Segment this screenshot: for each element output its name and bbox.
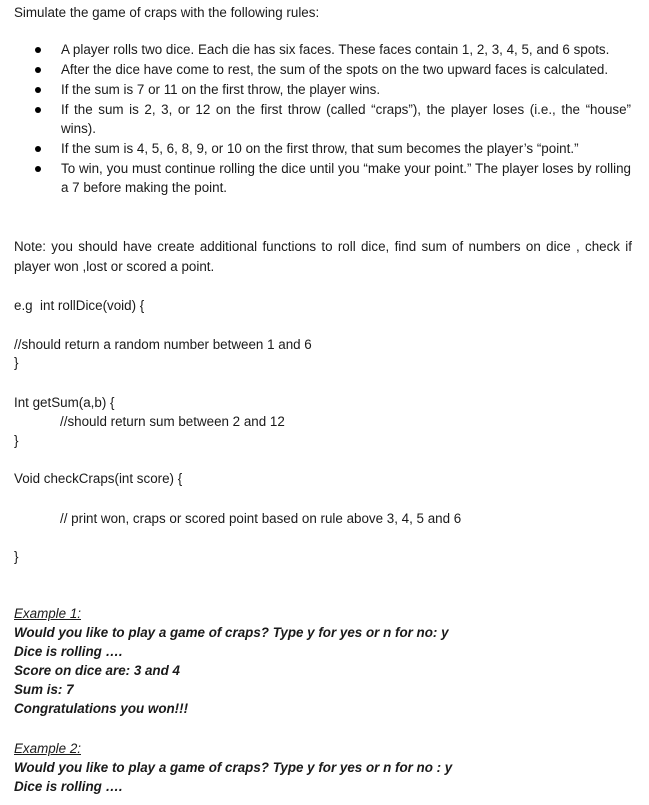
get-sum-comment: //should return sum between 2 and 12 [60,414,285,429]
bullet-icon [35,47,41,53]
rule-item [0,40,649,59]
rule-item [0,80,649,99]
bullet-icon [35,87,41,93]
get-sum-declaration: Int getSum(a,b) { [14,395,115,410]
bullet-icon [35,107,41,113]
example-2-line: Dice is rolling …. [14,779,123,794]
roll-dice-declaration: e.g int rollDice(void) { [14,298,145,313]
example-1-line: Dice is rolling …. [14,644,123,659]
check-craps-close-brace: } [14,549,19,564]
rules-list [0,40,649,197]
example-1-line: Would you like to play a game of craps? Type y for yes or n for no: y [14,625,449,640]
example-2-line: Would you like to play a game of craps? Type y for yes or n for no : y [14,760,453,775]
bullet-icon [35,166,41,172]
rule-text: If the sum is 7 or 11 on the first throw, the player wins. [61,82,381,97]
bullet-icon [35,67,41,73]
bullet-icon [35,146,41,152]
rule-text: To win, you must continue rolling the dice until you “make your point.” The player loses by rolling a 7 before making the point. [61,161,631,195]
roll-dice-close-brace: } [14,355,19,370]
check-craps-declaration: Void checkCraps(int score) { [14,471,183,486]
note-paragraph: Note: you should have create additional functions to roll dice, find sum of numbers on dice , check if player won ,lost or scored a point. [14,239,632,274]
example-1-line: Score on dice are: 3 and 4 [14,663,180,678]
example-1-line: Congratulations you won!!! [14,701,189,716]
check-craps-comment: // print won, craps or scored point based on rule above 3, 4, 5 and 6 [60,511,462,526]
intro-text: Simulate the game of craps with the following rules: [14,5,320,20]
rule-text: A player rolls two dice. Each die has six faces. These faces contain 1, 2, 3, 4, 5, and 6 spots. [61,42,610,57]
example-1-line: Sum is: 7 [14,682,74,697]
rule-item [0,60,649,79]
rule-text: If the sum is 4, 5, 6, 8, 9, or 10 on the first throw, that sum becomes the player’s “point.” [61,141,579,156]
rule-text: If the sum is 2, 3, or 12 on the first throw (called “craps”), the player loses (i.e., the “house” wins). [61,102,631,136]
example-2-title: Example 2: [14,741,81,756]
rule-item [0,139,649,158]
get-sum-close-brace: } [14,433,19,448]
example-1-title: Example 1: [14,606,81,621]
rule-item [0,159,649,197]
rule-item [0,100,649,138]
rule-text: After the dice have come to rest, the sum of the spots on the two upward faces is calculated. [61,62,609,77]
roll-dice-comment: //should return a random number between 1 and 6 [14,337,312,352]
